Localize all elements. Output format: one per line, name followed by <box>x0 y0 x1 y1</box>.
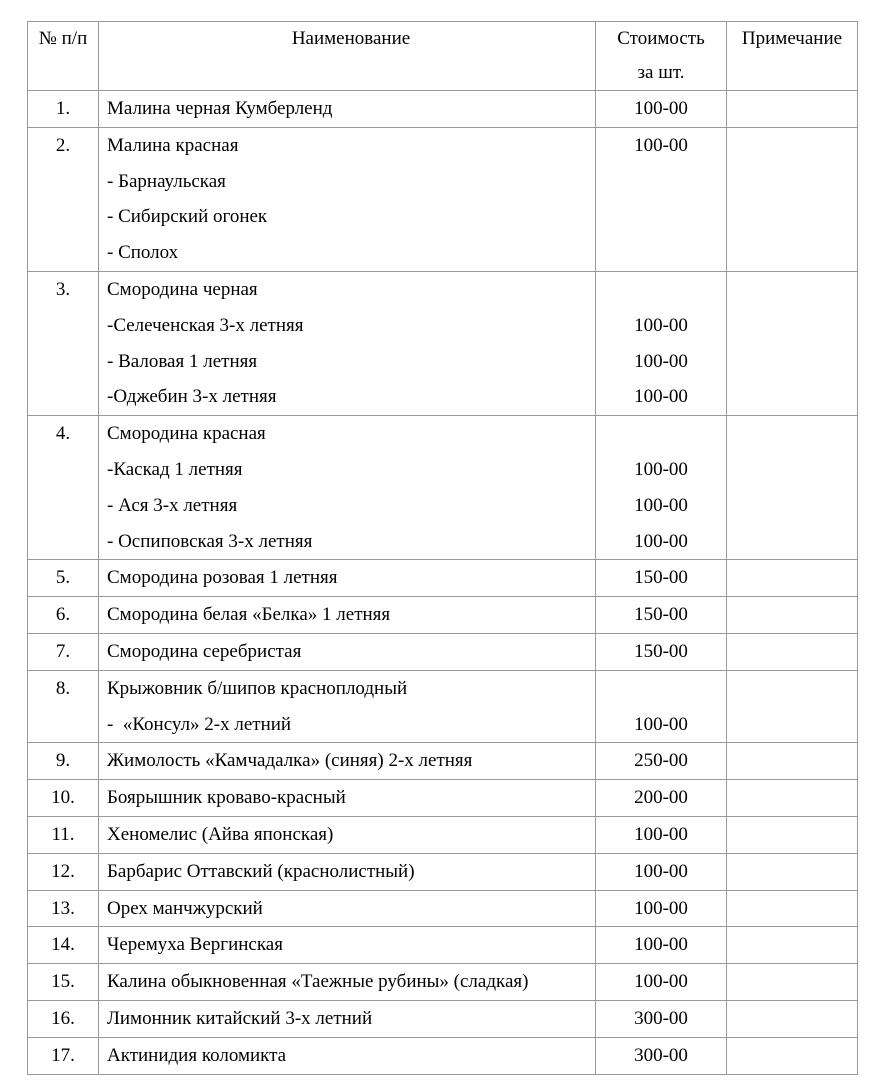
item-price-line <box>596 416 726 452</box>
item-name-line: -Селеченская 3-х летняя <box>107 314 304 336</box>
item-price-line: 300-00 <box>634 1044 688 1066</box>
item-price-cell <box>596 560 727 597</box>
item-note-line <box>727 927 857 963</box>
table-row <box>28 780 858 817</box>
item-note-line <box>727 597 857 633</box>
row-number-cell <box>28 853 99 890</box>
item-name-line: Хеномелис (Айва японская) <box>107 823 334 845</box>
row-number: 6. <box>55 604 71 626</box>
item-price-line: 100-00 <box>634 934 688 956</box>
item-note-line <box>727 128 857 164</box>
row-number: 3. <box>55 278 71 300</box>
item-price-line <box>596 164 726 200</box>
item-price-line: 100-00 <box>634 494 688 516</box>
row-number-cell <box>28 1037 99 1074</box>
item-name-line: - Оспиповская 3-х летняя <box>107 530 313 552</box>
row-number-cell <box>28 560 99 597</box>
row-number-cell <box>28 816 99 853</box>
header-price-label-line2: за шт. <box>637 62 685 83</box>
item-note-cell <box>727 964 858 1001</box>
item-name-cell <box>99 890 596 927</box>
row-number: 10. <box>51 787 75 809</box>
item-name-line: Орех манчжурский <box>107 897 263 919</box>
table-row <box>28 964 858 1001</box>
row-number: 17. <box>51 1044 75 1066</box>
row-number-cell <box>28 964 99 1001</box>
item-price-cell <box>596 91 727 128</box>
item-note-line <box>727 272 857 308</box>
item-note-cell <box>727 853 858 890</box>
item-name-line: Смородина белая «Белка» 1 летняя <box>107 604 391 626</box>
item-price-line: 100-00 <box>634 458 688 480</box>
item-name-cell <box>99 670 596 743</box>
item-name-line: Малина черная Кумберленд <box>107 98 333 119</box>
row-number: 14. <box>51 934 75 956</box>
row-number: 13. <box>51 897 75 919</box>
item-name-cell <box>99 1000 596 1037</box>
item-price-line: 150-00 <box>634 604 688 626</box>
row-number-cell <box>28 670 99 743</box>
item-note-line <box>727 560 857 596</box>
header-cell-name <box>99 22 596 91</box>
item-name-line: - Сполох <box>107 242 179 264</box>
item-name-line: Лимонник китайский 3-х летний <box>107 1007 373 1029</box>
item-price-line <box>596 272 726 308</box>
item-name-line: Смородина черная <box>107 278 258 300</box>
table-row <box>28 927 858 964</box>
item-price-line: 150-00 <box>634 567 688 589</box>
header-number-label: № п/п <box>38 28 88 49</box>
item-price-cell <box>596 743 727 780</box>
item-note-cell <box>727 127 858 271</box>
item-price-cell <box>596 271 727 415</box>
item-name-cell <box>99 560 596 597</box>
item-note-line <box>727 964 857 1000</box>
item-price-line: 100-00 <box>634 134 688 156</box>
row-number: 9. <box>55 750 71 772</box>
item-name-line: - Барнаульская <box>107 170 226 192</box>
item-price-line <box>596 199 726 235</box>
item-name-cell <box>99 743 596 780</box>
header-note-label: Примечание <box>741 28 843 49</box>
item-price-line: 100-00 <box>634 897 688 919</box>
item-name-line: -Каскад 1 летняя <box>107 458 243 480</box>
item-name-line: Малина красная <box>107 134 239 156</box>
item-price-cell <box>596 670 727 743</box>
row-number-cell <box>28 271 99 415</box>
item-name-cell <box>99 127 596 271</box>
item-note-cell <box>727 271 858 415</box>
row-number: 7. <box>55 640 71 662</box>
row-number-cell <box>28 743 99 780</box>
item-name-line: Черемуха Вергинская <box>107 934 283 956</box>
row-number: 15. <box>51 971 75 993</box>
table-row <box>28 1037 858 1074</box>
item-price-cell <box>596 890 727 927</box>
item-name-line: - «Консул» 2-х летний <box>107 713 292 735</box>
row-number-cell <box>28 91 99 128</box>
item-price-line: 100-00 <box>634 314 688 336</box>
row-number: 5. <box>55 567 71 589</box>
table-row <box>28 91 858 128</box>
item-note-cell <box>727 670 858 743</box>
table-row <box>28 670 858 743</box>
row-number: 16. <box>51 1007 75 1029</box>
item-note-cell <box>727 816 858 853</box>
item-price-line: 300-00 <box>634 1007 688 1029</box>
item-name-cell <box>99 1037 596 1074</box>
item-price-line: 100-00 <box>634 98 688 119</box>
row-number: 12. <box>51 860 75 882</box>
table-row <box>28 271 858 415</box>
item-note-line <box>727 780 857 816</box>
header-cell-note <box>727 22 858 91</box>
header-name-label: Наименование <box>291 28 411 49</box>
item-price-line: 100-00 <box>634 860 688 882</box>
item-note-cell <box>727 416 858 560</box>
item-price-cell <box>596 1000 727 1037</box>
item-price-line: 100-00 <box>634 823 688 845</box>
item-name-line: Актинидия коломикта <box>107 1044 287 1066</box>
item-note-line <box>727 817 857 853</box>
item-price-cell <box>596 853 727 890</box>
item-price-line: 100-00 <box>634 971 688 993</box>
item-note-line <box>727 743 857 779</box>
item-name-line: Барбарис Оттавский (краснолистный) <box>107 860 415 882</box>
item-note-line <box>727 416 857 452</box>
row-number: 11. <box>51 823 75 845</box>
row-number: 1. <box>55 98 71 119</box>
item-name-cell <box>99 816 596 853</box>
item-price-cell <box>596 1037 727 1074</box>
header-cell-price <box>596 22 727 91</box>
item-price-line <box>596 235 726 271</box>
row-number-cell <box>28 633 99 670</box>
item-name-cell <box>99 853 596 890</box>
item-note-line <box>727 1001 857 1037</box>
item-price-cell <box>596 927 727 964</box>
item-price-cell <box>596 633 727 670</box>
table-row <box>28 560 858 597</box>
row-number: 8. <box>55 677 71 699</box>
item-price-line: 200-00 <box>634 787 688 809</box>
item-price-cell <box>596 964 727 1001</box>
item-name-cell <box>99 416 596 560</box>
table-row <box>28 1000 858 1037</box>
table-row <box>28 743 858 780</box>
item-price-cell <box>596 780 727 817</box>
item-price-line: 100-00 <box>634 386 688 408</box>
item-note-line <box>727 854 857 890</box>
header-price-label-line1: Стоимость <box>617 28 705 49</box>
item-note-cell <box>727 1037 858 1074</box>
table-row <box>28 416 858 560</box>
item-note-cell <box>727 91 858 128</box>
item-note-line <box>727 891 857 927</box>
table-row <box>28 890 858 927</box>
header-row <box>28 22 858 91</box>
item-name-cell <box>99 927 596 964</box>
item-name-line: Крыжовник б/шипов красноплодный <box>107 677 408 699</box>
item-name-line: - Валовая 1 летняя <box>107 350 258 372</box>
item-note-line <box>727 1038 857 1074</box>
row-number-cell <box>28 127 99 271</box>
item-name-cell <box>99 964 596 1001</box>
item-price-cell <box>596 416 727 560</box>
row-number: 4. <box>55 423 71 445</box>
item-note-line <box>727 671 857 707</box>
item-name-line: Калина обыкновенная «Таежные рубины» (сладкая) <box>107 971 529 993</box>
item-note-cell <box>727 597 858 634</box>
table-row <box>28 816 858 853</box>
item-price-cell <box>596 816 727 853</box>
table-row <box>28 597 858 634</box>
table-body <box>28 91 858 1075</box>
row-number-cell <box>28 927 99 964</box>
item-note-cell <box>727 927 858 964</box>
table-row <box>28 633 858 670</box>
item-note-cell <box>727 633 858 670</box>
item-price-line <box>596 671 726 707</box>
item-name-line: Смородина серебристая <box>107 640 302 662</box>
item-name-line: - Ася 3-х летняя <box>107 494 238 516</box>
table-row <box>28 127 858 271</box>
item-name-line: Жимолость «Камчадалка» (синяя) 2-х летняя <box>107 750 473 772</box>
item-note-line <box>727 91 857 127</box>
item-name-line: - Сибирский огонек <box>107 206 268 228</box>
item-price-cell <box>596 597 727 634</box>
item-name-line: Смородина розовая 1 летняя <box>107 567 338 589</box>
row-number: 2. <box>55 134 71 156</box>
item-price-line: 100-00 <box>634 530 688 552</box>
item-name-line: -Оджебин 3-х летняя <box>107 386 277 408</box>
item-note-cell <box>727 890 858 927</box>
price-table <box>27 21 858 1075</box>
item-note-cell <box>727 560 858 597</box>
item-note-cell <box>727 1000 858 1037</box>
row-number-cell <box>28 780 99 817</box>
item-name-cell <box>99 780 596 817</box>
row-number-cell <box>28 890 99 927</box>
table-row <box>28 853 858 890</box>
item-price-line: 150-00 <box>634 640 688 662</box>
item-name-line: Боярышник кроваво-красный <box>107 787 346 809</box>
item-name-line: Смородина красная <box>107 423 266 445</box>
item-note-cell <box>727 780 858 817</box>
item-name-cell <box>99 633 596 670</box>
item-price-line: 100-00 <box>634 350 688 372</box>
item-price-cell <box>596 127 727 271</box>
item-name-cell <box>99 597 596 634</box>
row-number-cell <box>28 597 99 634</box>
row-number-cell <box>28 1000 99 1037</box>
item-note-cell <box>727 743 858 780</box>
item-note-line <box>727 634 857 670</box>
item-price-line: 100-00 <box>634 713 688 735</box>
item-name-cell <box>99 271 596 415</box>
item-price-line: 250-00 <box>634 750 688 772</box>
row-number-cell <box>28 416 99 560</box>
header-cell-number <box>28 22 99 91</box>
item-name-cell <box>99 91 596 128</box>
